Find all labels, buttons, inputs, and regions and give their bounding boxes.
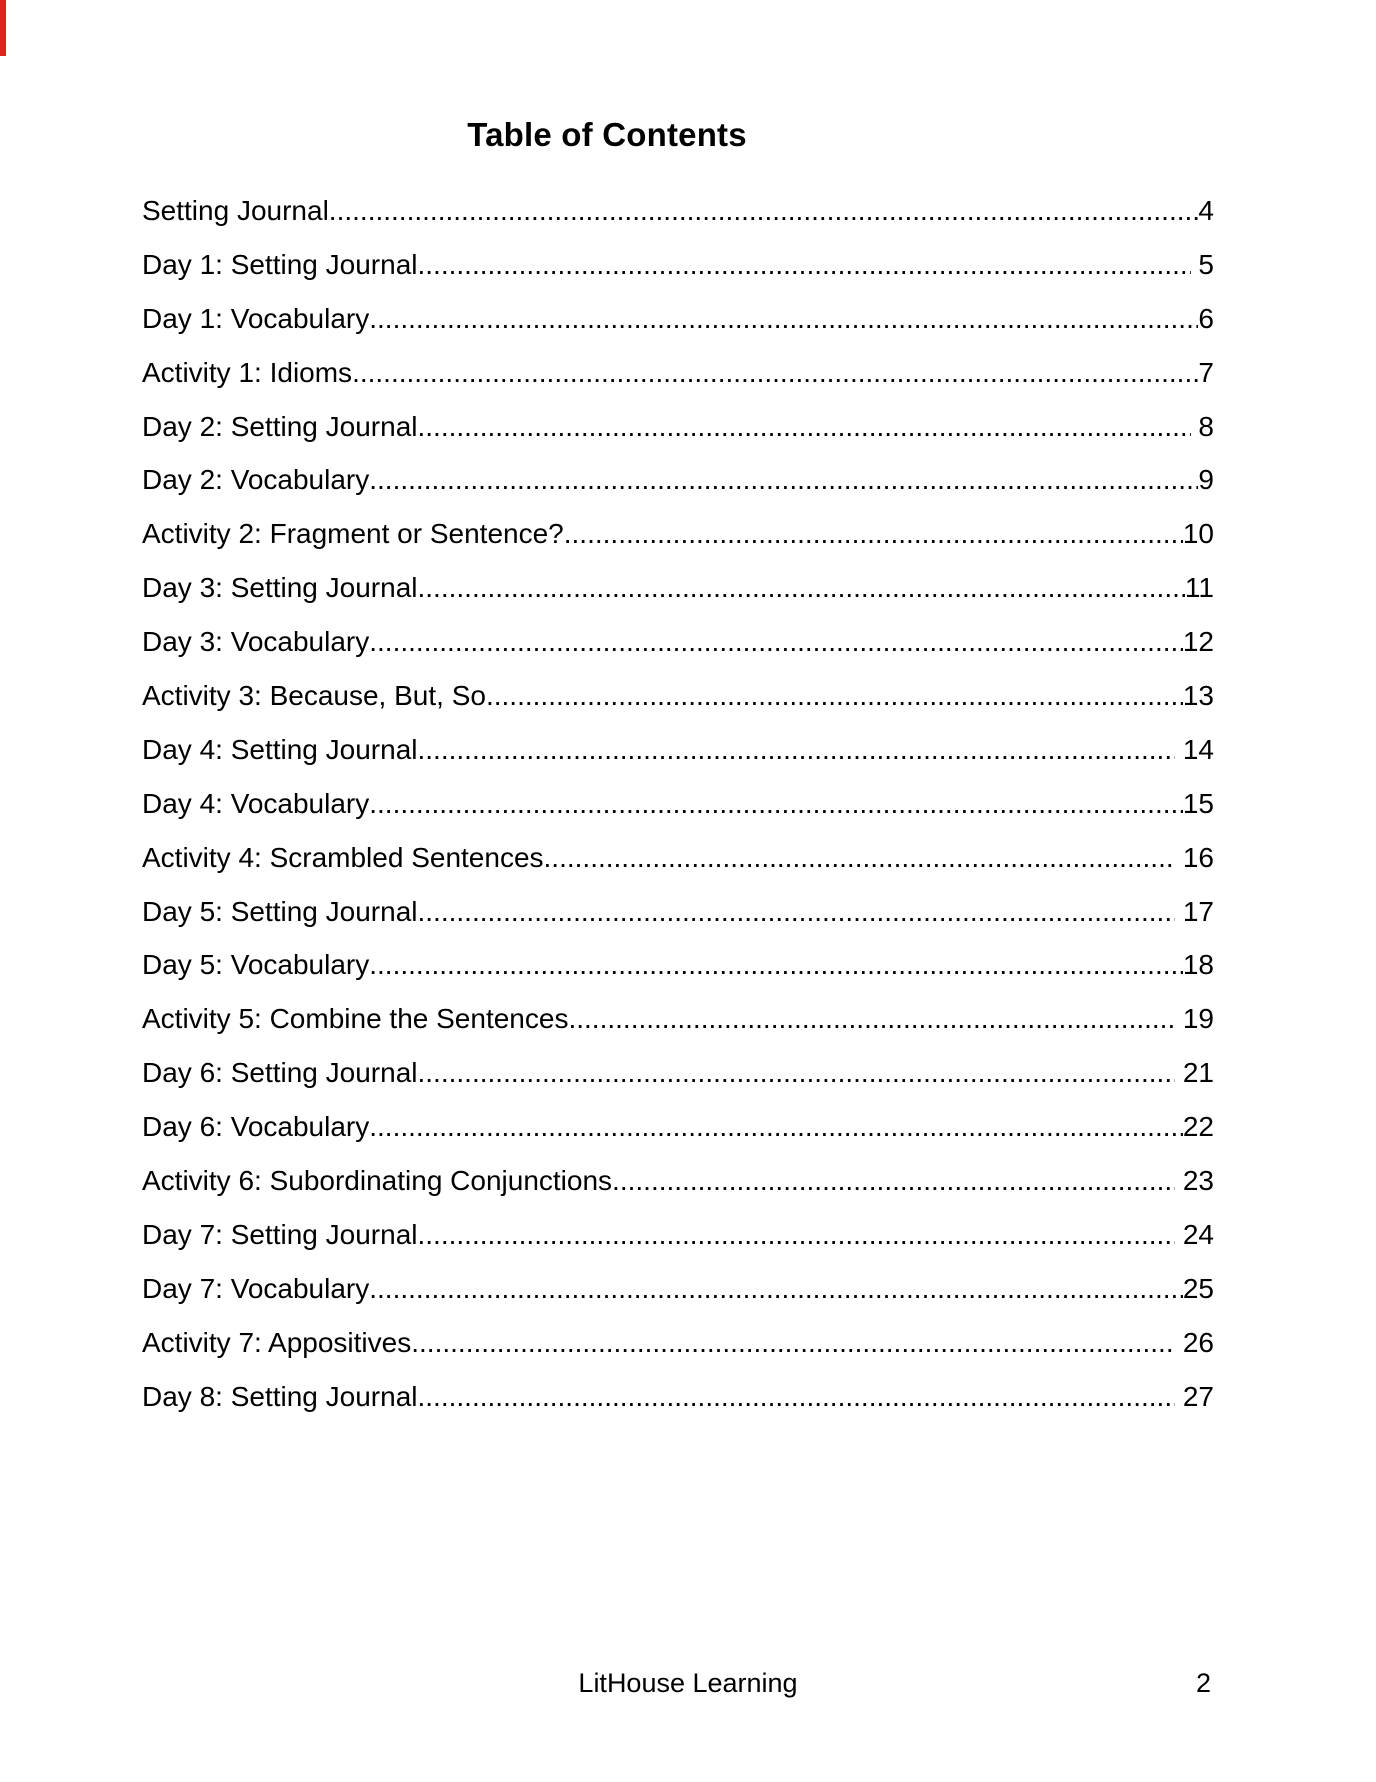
page-title: Table of Contents bbox=[467, 116, 747, 153]
toc-entry-page: 18 bbox=[1182, 949, 1214, 981]
toc-entry-page: 19 bbox=[1175, 1003, 1214, 1035]
dot-leader bbox=[369, 938, 1183, 992]
toc-entry-label: Day 1: Setting Journal bbox=[142, 248, 418, 280]
dot-leader bbox=[418, 1208, 1176, 1262]
toc-entry[interactable] bbox=[142, 669, 1214, 723]
toc-entry-page: 6 bbox=[1198, 302, 1214, 334]
toc-entry[interactable] bbox=[142, 1208, 1214, 1262]
toc-entry-label: Day 8: Setting Journal bbox=[142, 1380, 418, 1412]
toc-entry-label: Day 3: Vocabulary bbox=[142, 626, 370, 658]
toc-entry[interactable] bbox=[142, 885, 1214, 939]
dot-leader bbox=[612, 1154, 1175, 1208]
dot-leader bbox=[369, 292, 1198, 346]
dot-leader bbox=[411, 1316, 1175, 1370]
toc-entry-label: Activity 3: Because, But, So bbox=[142, 680, 486, 712]
toc-entry-label: Day 2: Setting Journal bbox=[142, 410, 418, 442]
toc-entry-page: 23 bbox=[1175, 1165, 1214, 1197]
toc-entry-page: 4 bbox=[1198, 195, 1214, 226]
dot-leader bbox=[564, 507, 1183, 561]
toc-entry-page: 13 bbox=[1182, 680, 1214, 712]
toc-entry[interactable] bbox=[142, 992, 1214, 1046]
toc-entry-page: 21 bbox=[1175, 1057, 1214, 1089]
toc-entry-label: Day 6: Vocabulary bbox=[142, 1111, 370, 1143]
toc-entry[interactable] bbox=[142, 292, 1214, 346]
toc-entry[interactable] bbox=[142, 238, 1214, 292]
toc-entry[interactable] bbox=[142, 453, 1214, 507]
toc-entry[interactable] bbox=[142, 1154, 1214, 1208]
toc-entry-page: 5 bbox=[1190, 248, 1214, 280]
toc-entry-page: 22 bbox=[1182, 1111, 1214, 1143]
toc-entry-page: 14 bbox=[1175, 733, 1214, 765]
toc-entry-label: Activity 6: Subordinating Conjunctions bbox=[142, 1165, 613, 1197]
toc-entry-page: 24 bbox=[1175, 1218, 1214, 1250]
toc-entry-label: Activity 5: Combine the Sentences bbox=[142, 1003, 569, 1035]
toc-entry-label: Activity 7: Appositives bbox=[142, 1326, 412, 1358]
toc-entry[interactable] bbox=[142, 1262, 1214, 1316]
toc-entry[interactable] bbox=[142, 1316, 1214, 1370]
toc-entry-page: 17 bbox=[1175, 895, 1214, 927]
dot-leader bbox=[418, 885, 1176, 939]
dot-leader bbox=[369, 777, 1183, 831]
toc-entry[interactable] bbox=[142, 561, 1214, 615]
dot-leader bbox=[544, 831, 1176, 885]
toc-entry-page: 15 bbox=[1182, 787, 1214, 819]
toc-entry-label: Day 4: Vocabulary bbox=[142, 787, 370, 819]
toc-entry[interactable] bbox=[142, 777, 1214, 831]
toc-entry-page: 26 bbox=[1175, 1326, 1214, 1358]
toc-entry-page: 10 bbox=[1182, 518, 1214, 550]
dot-leader bbox=[369, 1262, 1183, 1316]
toc-entry-page: 27 bbox=[1175, 1380, 1214, 1412]
toc-entry-label: Day 5: Vocabulary bbox=[142, 949, 370, 981]
toc-entry-label: Activity 1: Idioms bbox=[142, 356, 353, 388]
toc-entry[interactable] bbox=[142, 1046, 1214, 1100]
toc-entry-page: 8 bbox=[1190, 410, 1214, 442]
dot-leader bbox=[369, 453, 1198, 507]
toc-entry-page: 9 bbox=[1198, 464, 1214, 496]
dot-leader bbox=[369, 1100, 1183, 1154]
page-edge-artifact bbox=[0, 0, 6, 56]
dot-leader bbox=[568, 992, 1175, 1046]
dot-leader bbox=[418, 1370, 1176, 1424]
toc-entry-label: Day 5: Setting Journal bbox=[142, 895, 418, 927]
toc-entry-label: Day 7: Setting Journal bbox=[142, 1218, 418, 1250]
toc-entry-label: Day 7: Vocabulary bbox=[142, 1272, 370, 1304]
toc-entry[interactable] bbox=[142, 831, 1214, 885]
dot-leader bbox=[329, 184, 1199, 238]
dot-leader bbox=[418, 723, 1176, 777]
toc-entry-label: Activity 4: Scrambled Sentences bbox=[142, 841, 544, 873]
toc-entry-page: 7 bbox=[1198, 356, 1214, 388]
toc-entry-label: Day 6: Setting Journal bbox=[142, 1057, 418, 1089]
toc-entry[interactable] bbox=[142, 938, 1214, 992]
dot-leader bbox=[418, 1046, 1176, 1100]
toc-entry[interactable] bbox=[142, 184, 1214, 238]
toc-entry-page: 25 bbox=[1182, 1272, 1214, 1304]
page-footer bbox=[0, 1666, 1376, 1700]
toc-entry[interactable] bbox=[142, 723, 1214, 777]
dot-leader bbox=[369, 615, 1183, 669]
dot-leader bbox=[352, 346, 1198, 400]
toc-entry[interactable] bbox=[142, 1100, 1214, 1154]
footer-page-number: 2 bbox=[1196, 1668, 1212, 1698]
toc-entry[interactable] bbox=[142, 615, 1214, 669]
toc-entry-label: Day 1: Vocabulary bbox=[142, 302, 370, 334]
toc-list bbox=[142, 184, 1214, 1423]
toc-entry[interactable] bbox=[142, 400, 1214, 454]
dot-leader bbox=[418, 561, 1185, 615]
toc-entry-page: 12 bbox=[1182, 626, 1214, 658]
toc-entry-page: 16 bbox=[1175, 841, 1214, 873]
footer-brand: LitHouse Learning bbox=[578, 1668, 798, 1698]
toc-entry[interactable] bbox=[142, 507, 1214, 561]
toc-entry[interactable] bbox=[142, 346, 1214, 400]
toc-entry-label: Day 3: Setting Journal bbox=[142, 572, 418, 604]
toc-entry-label: Setting Journal bbox=[142, 195, 329, 226]
dot-leader bbox=[418, 238, 1191, 292]
toc-entry[interactable] bbox=[142, 1370, 1214, 1424]
toc-entry-label: Activity 2: Fragment or Sentence? bbox=[142, 518, 564, 550]
toc-entry-label: Day 4: Setting Journal bbox=[142, 733, 418, 765]
toc-entry-label: Day 2: Vocabulary bbox=[142, 464, 370, 496]
dot-leader bbox=[418, 400, 1191, 454]
toc-entry-page: 11 bbox=[1184, 572, 1214, 604]
dot-leader bbox=[486, 669, 1183, 723]
